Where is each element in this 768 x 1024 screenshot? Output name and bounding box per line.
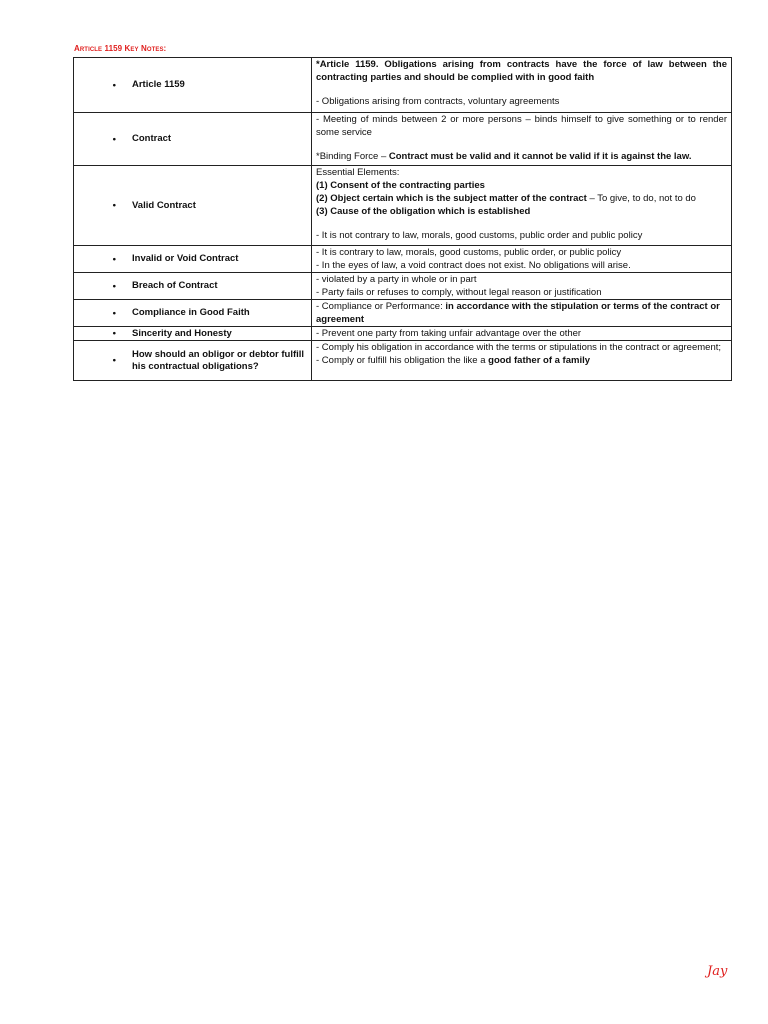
term-cell [74,341,312,381]
definition-line: - It is not contrary to law, morals, good customs, public order and public policy [316,230,643,241]
bullet: • [112,200,116,211]
definition-line: - violated by a party in whole or in part [316,274,477,285]
table-row [74,58,732,113]
definition-cell [312,166,732,246]
definition-line [316,300,727,326]
definition-suffix: – To give, to do, not to do [586,193,696,204]
definition-cell [312,341,732,381]
term-label: Invalid or Void Contract [132,253,239,264]
bullet: • [112,328,116,339]
definition-line [316,354,727,367]
bullet: • [112,280,116,292]
bullet: • [112,253,116,265]
definition-line: - Meeting of minds between 2 or more persons – binds himself to give something or to render some service [316,114,727,138]
definition-line: (3) Cause of the obligation which is established [316,206,531,217]
definition-cell [312,246,732,273]
definition-cell [312,300,732,327]
definition-line: - Comply his obligation in accordance with the terms or stipulations in the contract or agreement; [316,342,722,353]
term-cell [74,246,312,273]
table-row [74,341,732,381]
bullet: • [112,133,116,145]
definition-prefix: - Compliance or Performance: [316,301,446,312]
term-cell [74,327,312,341]
bullet: • [112,79,116,91]
definition-line: - Party fails or refuses to comply, without legal reason or justification [316,287,602,298]
term-label: Valid Contract [132,199,196,211]
definition-cell [312,273,732,300]
term-label: Compliance in Good Faith [132,307,250,318]
term-cell [74,166,312,246]
definition-line: - In the eyes of law, a void contract does not exist. No obligations will arise. [316,260,631,271]
definition-emphasis: Contract must be valid and it cannot be valid if it is against the law. [388,151,692,162]
definition-emphasis: (2) Object certain which is the subject matter of the contract [316,193,587,204]
page-heading: Article 1159 Key Notes: [74,44,167,53]
term-label: Article 1159 [132,79,185,90]
definition-emphasis: good father of a family [488,355,591,366]
definition-line: (1) Consent of the contracting parties [316,180,485,191]
term-label: Breach of Contract [132,280,218,291]
definition-line: *Article 1159. Obligations arising from contracts have the force of law between the contracting parties and should be complied with in good faith [316,59,727,83]
definition-prefix: - Comply or fulfill his obligation the like a [316,355,489,366]
term-cell [74,58,312,113]
signature-text: Jay [707,964,728,979]
definition-line: Essential Elements: [316,167,400,178]
definition-cell [312,113,732,166]
bullet: • [112,307,116,319]
definition-line: - Obligations arising from contracts, voluntary agreements [316,96,560,107]
term-cell [74,300,312,327]
term-cell [74,273,312,300]
definition-cell [312,327,732,341]
definition-cell [312,58,732,113]
table-row [74,166,732,246]
definition-line [316,150,727,163]
definition-emphasis: in accordance with the stipulation or terms of the contract or agreement [316,301,720,325]
key-notes-table [73,57,732,381]
definition-line [316,192,727,205]
term-label: How should an obligor or debtor fulfill his contractual obligations? [132,348,305,372]
table-row [74,300,732,327]
table-row [74,113,732,166]
table-row [74,327,732,341]
table-row [74,246,732,273]
term-label: Sincerity and Honesty [132,327,232,339]
table-row [74,273,732,300]
bullet: • [112,355,116,366]
definition-line: - Prevent one party from taking unfair advantage over the other [316,328,582,339]
definition-line: - It is contrary to law, morals, good customs, public order, or public policy [316,247,622,258]
definition-prefix: *Binding Force – [316,151,389,162]
term-label: Contract [132,133,172,144]
term-cell [74,113,312,166]
